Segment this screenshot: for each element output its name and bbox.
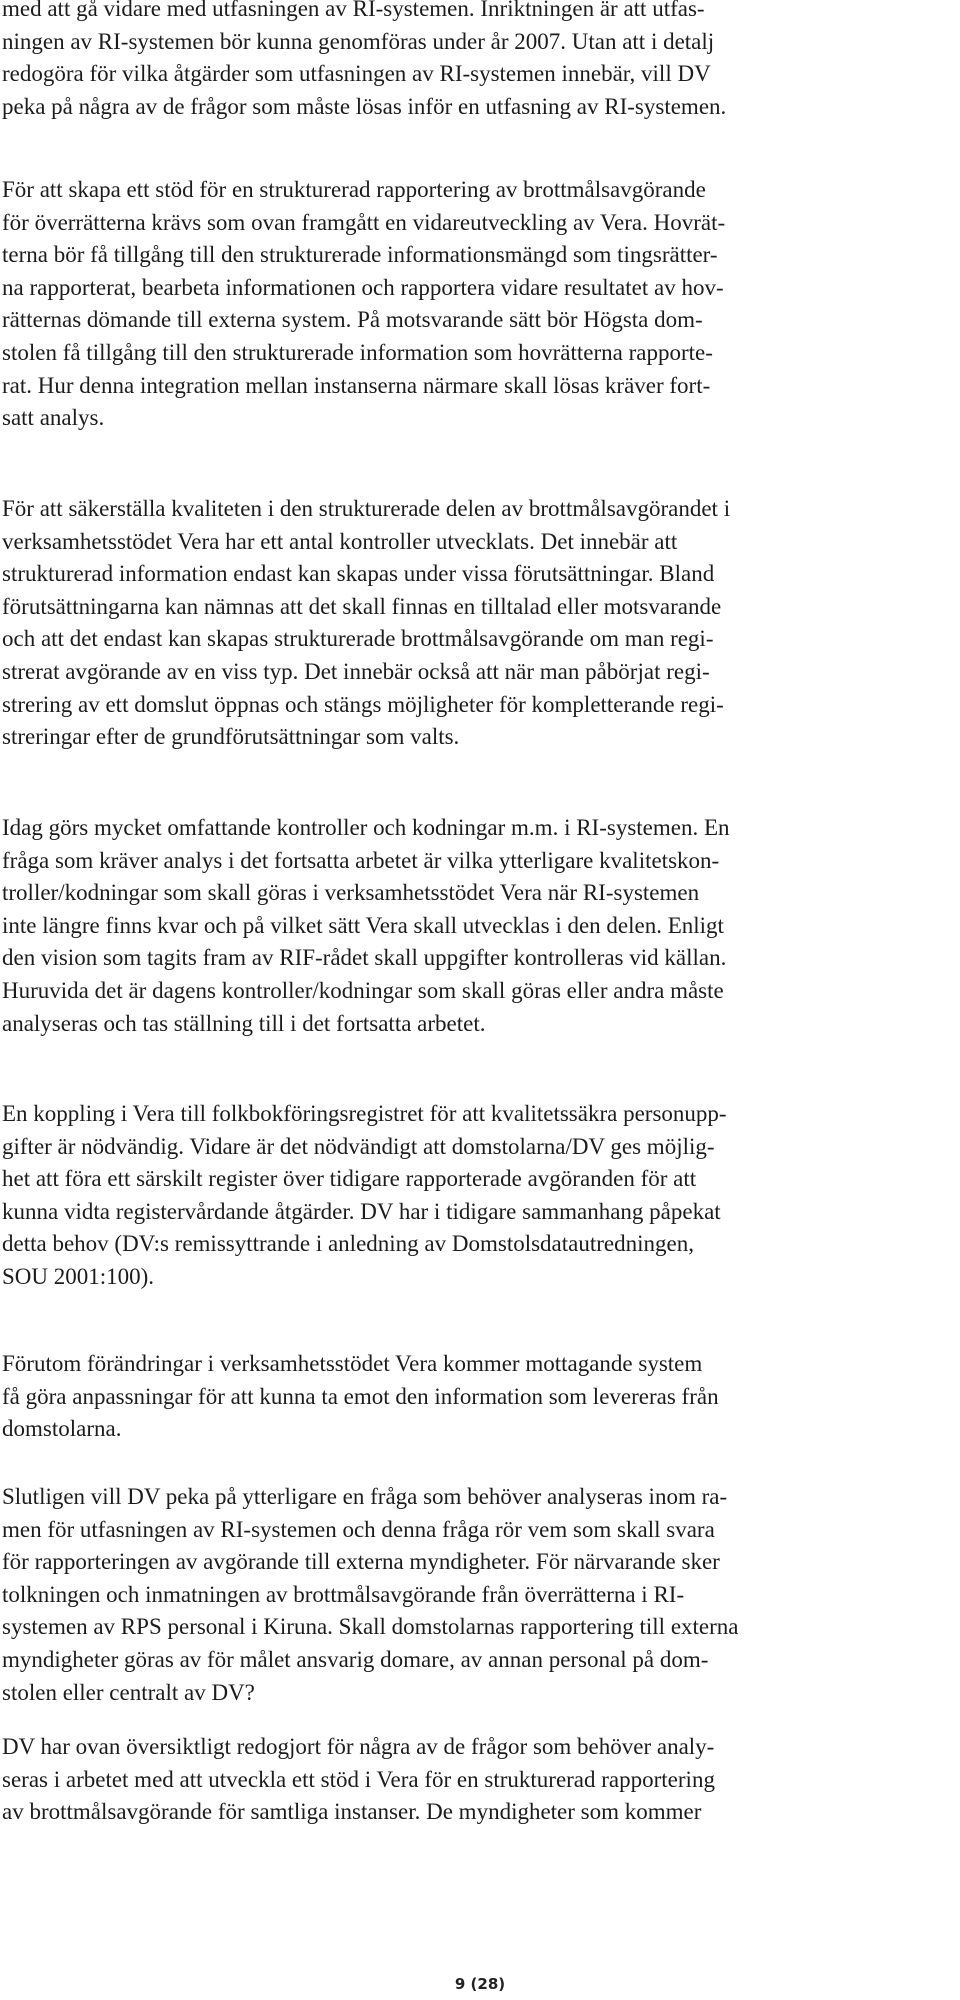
text-line: och att det endast kan skapas strukturerade brottmålsavgörande om man regi-	[2, 626, 714, 652]
text-line: SOU 2001:100).	[2, 1263, 155, 1289]
text-line: Huruvida det är dagens kontroller/kodningar som skall göras eller andra måste	[2, 977, 724, 1003]
text-line: rat. Hur denna integration mellan instanserna närmare skall lösas kräver fort-	[2, 372, 711, 398]
text-line: DV har ovan översiktligt redogjort för några av de frågor som behöver analy-	[2, 1734, 715, 1759]
text-line: terna bör få tillgång till den strukturerade informationsmängd som tingsrätter-	[2, 242, 718, 268]
text-line: peka på några av de frågor som måste lösas inför en utfasning av RI-systemen.	[2, 93, 727, 119]
paragraph	[2, 1098, 958, 1294]
text-line: streringar efter de grundförutsättningar som valts.	[2, 724, 460, 750]
text-line: analyseras och tas ställning till i det fortsatta arbetet.	[2, 1010, 486, 1036]
text-line: stolen få tillgång till den strukturerade information som hovrätterna rapporte-	[2, 339, 713, 365]
text-line: förutsättningarna kan nämnas att det skall finnas en tilltalad eller motsvarande	[2, 593, 722, 619]
text-line: av brottmålsavgörande för samtliga instanser. De myndigheter som kommer	[2, 1799, 702, 1825]
text-line: satt analys.	[2, 405, 105, 431]
text-line: med att gå vidare med utfasningen av RI-systemen. Inriktningen är att utfas-	[2, 0, 705, 21]
text-line: troller/kodningar som skall göras i verksamhetsstödet Vera när RI-systemen	[2, 880, 700, 906]
text-line: Slutligen vill DV peka på ytterligare en fråga som behöver analyseras inom ra-	[2, 1484, 728, 1509]
text-line: den vision som tagits fram av RIF-rådet skall uppgifter kontrolleras vid källan.	[2, 945, 727, 971]
text-line: för överrätterna krävs som ovan framgått en vidareutveckling av Vera. Hovrät-	[2, 209, 726, 235]
text-line: fråga som kräver analys i det fortsatta arbetet är vilka ytterligare kvalitetskon-	[2, 847, 720, 873]
text-line: stolen eller centralt av DV?	[2, 1679, 255, 1705]
text-line: rätternas dömande till externa system. På motsvarande sätt bör Högsta dom-	[2, 307, 703, 333]
text-line: För att säkerställa kvaliteten i den strukturerade delen av brottmålsavgörandet i	[2, 496, 731, 521]
text-line: Förutom förändringar i verksamhetsstödet Vera kommer mottagande system	[2, 1351, 703, 1376]
text-line: gifter är nödvändig. Vidare är det nödvändigt att domstolarna/DV ges möjlig-	[2, 1133, 715, 1159]
text-line: systemen av RPS personal i Kiruna. Skall domstolarnas rapportering till externa	[2, 1614, 739, 1640]
text-line: ningen av RI-systemen bör kunna genomföras under år 2007. Utan att i detalj	[2, 28, 715, 54]
paragraph	[2, 1481, 958, 1709]
text-line: strerat avgörande av en viss typ. Det innebär också att när man påbörjat regi-	[2, 658, 710, 684]
text-line: inte längre finns kvar och på vilket sätt Vera skall utvecklas i den delen. Enligt	[2, 912, 724, 938]
text-line: seras i arbetet med att utveckla ett stöd i Vera för en strukturerad rapportering	[2, 1766, 715, 1792]
text-line: kunna vidta registervårdande åtgärder. DV har i tidigare sammanhang påpekat	[2, 1198, 721, 1224]
paragraph	[2, 493, 958, 754]
text-line: detta behov (DV:s remissyttrande i anledning av Domstolsdatautredningen,	[2, 1231, 694, 1257]
text-line: domstolarna.	[2, 1416, 122, 1442]
paragraph	[2, 1348, 958, 1446]
paragraph	[2, 0, 958, 123]
text-line: En koppling i Vera till folkbokföringsregistret för att kvalitetssäkra personupp-	[2, 1101, 727, 1126]
text-line: na rapporterat, bearbeta informationen och rapportera vidare resultatet av hov-	[2, 274, 724, 300]
text-line: få göra anpassningar för att kunna ta emot den information som levereras från	[2, 1383, 719, 1409]
text-line: myndigheter göras av för målet ansvarig domare, av annan personal på dom-	[2, 1646, 709, 1672]
text-line: redogöra för vilka åtgärder som utfasningen av RI-systemen innebär, vill DV	[2, 61, 711, 87]
text-line: men för utfasningen av RI-systemen och denna fråga rör vem som skall svara	[2, 1516, 715, 1542]
text-line: strukturerad information endast kan skapas under vissa förutsättningar. Bland	[2, 561, 715, 587]
paragraph	[2, 1731, 958, 1829]
text-line: Idag görs mycket omfattande kontroller och kodningar m.m. i RI-systemen. En	[2, 815, 730, 840]
page-number: 9 (28)	[454, 1975, 506, 1993]
text-line: för rapporteringen av avgörande till externa myndigheter. För närvarande sker	[2, 1549, 720, 1575]
paragraph	[2, 174, 958, 435]
paragraph	[2, 812, 958, 1040]
text-line: het att föra ett särskilt register över tidigare rapporterade avgöranden för att	[2, 1166, 697, 1192]
text-line: För att skapa ett stöd för en strukturerad rapportering av brottmålsavgörande	[2, 177, 706, 202]
text-line: verksamhetsstödet Vera har ett antal kontroller utvecklats. Det innebär att	[2, 528, 678, 554]
text-line: strering av ett domslut öppnas och stängs möjligheter för kompletterande regi-	[2, 691, 724, 717]
text-line: tolkningen och inmatningen av brottmålsavgörande från överrätterna i RI-	[2, 1581, 685, 1607]
